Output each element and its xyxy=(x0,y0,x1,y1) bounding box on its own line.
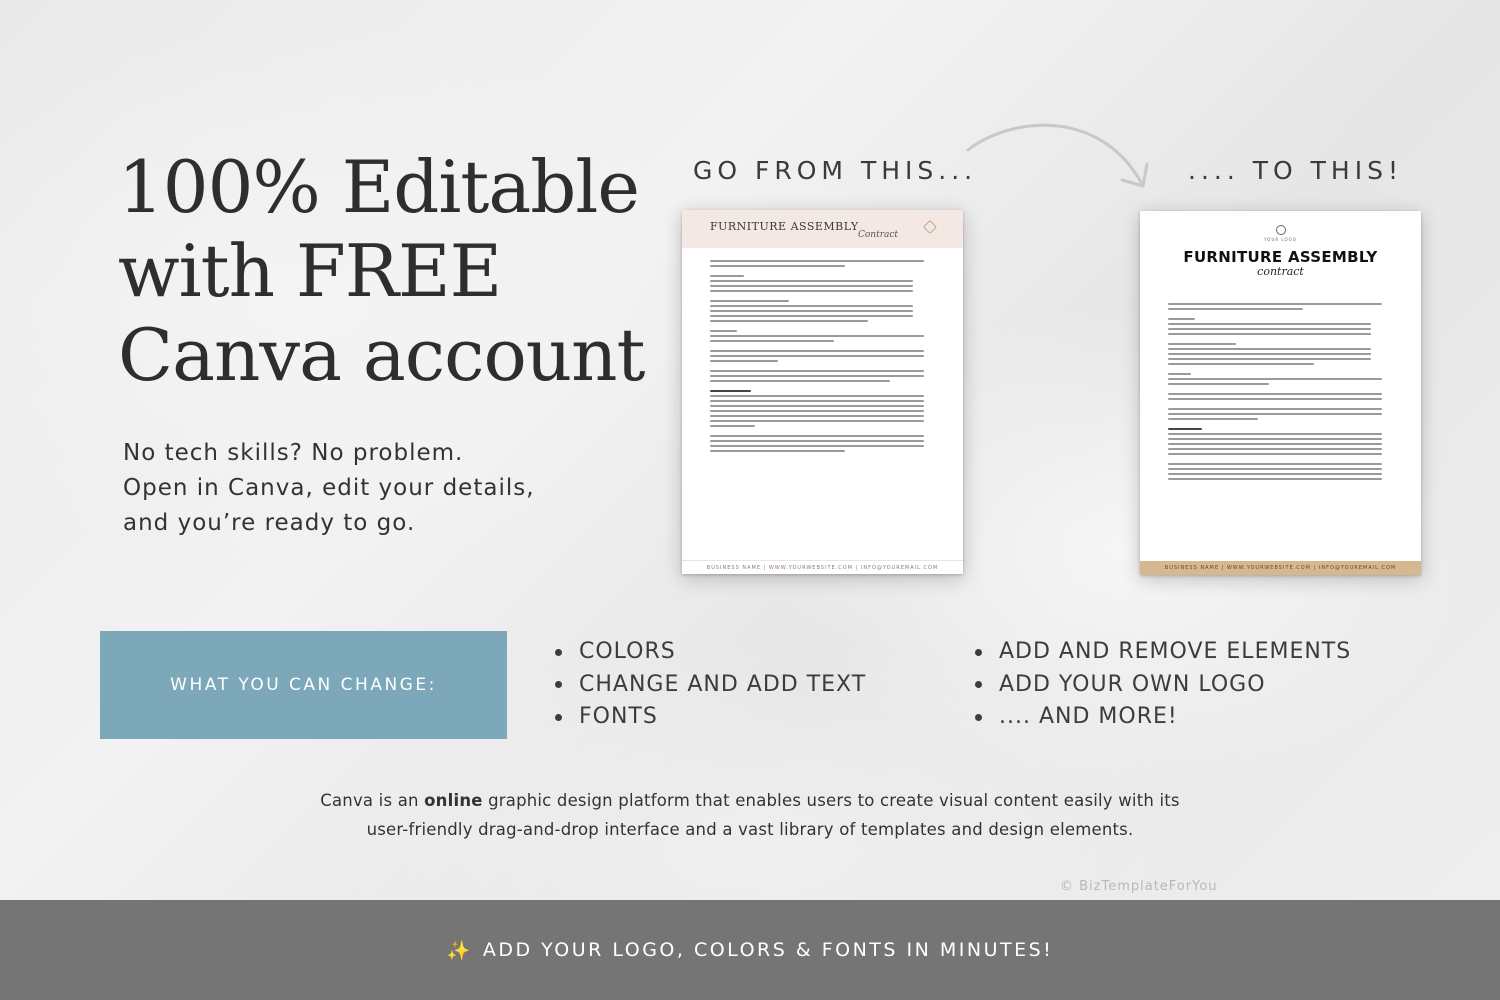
subtext-line-3: and you’re ready to go. xyxy=(123,510,416,536)
from-label: GO FROM THIS... xyxy=(693,156,978,185)
bullet-icon xyxy=(975,714,982,721)
banner-text: ADD YOUR LOGO, COLORS & FONTS IN MINUTES! xyxy=(482,939,1054,961)
features-list-left xyxy=(555,636,866,734)
description-line-2: user-friendly drag-and-drop interface and a vast library of templates and design elements. xyxy=(366,820,1134,839)
bullet-icon xyxy=(975,649,982,656)
copyright-credit: © BizTemplateForYou xyxy=(1060,879,1218,894)
headline-line-3: Canva account xyxy=(118,313,645,397)
headline xyxy=(118,145,678,397)
document-before-preview xyxy=(682,210,963,574)
canva-description xyxy=(250,786,1250,844)
subtext-line-1: No tech skills? No problem. xyxy=(123,440,464,466)
document-after-body xyxy=(1140,293,1421,480)
feature-label: COLORS xyxy=(579,639,676,664)
feature-item xyxy=(555,636,866,669)
document-before-body xyxy=(682,248,963,452)
document-before-header xyxy=(682,210,963,248)
document-after-footer: BUSINESS NAME | WWW.YOURWEBSITE.COM | INFO@YOUREMAIL.COM xyxy=(1140,561,1421,575)
feature-label: CHANGE AND ADD TEXT xyxy=(579,671,867,697)
feature-item xyxy=(555,701,866,734)
description-bold: online xyxy=(424,791,483,810)
to-label: .... TO THIS! xyxy=(1188,156,1403,185)
document-before-title: FURNITURE ASSEMBLY xyxy=(710,220,859,233)
document-after-title: FURNITURE ASSEMBLY xyxy=(1183,248,1378,266)
bullet-icon xyxy=(555,681,562,688)
subtext xyxy=(123,436,643,541)
document-after-brand: YOUR LOGO xyxy=(1264,237,1297,242)
feature-item xyxy=(975,636,1351,669)
bullet-icon xyxy=(555,649,562,656)
document-after-script: contract xyxy=(1257,265,1304,278)
feature-item xyxy=(555,669,866,702)
logo-icon xyxy=(1276,225,1286,235)
feature-item xyxy=(975,701,1351,734)
document-after-preview xyxy=(1140,211,1421,575)
features-list-right xyxy=(975,636,1351,734)
bottom-banner xyxy=(0,900,1500,1000)
feature-label: .... AND MORE! xyxy=(999,704,1178,729)
feature-label: ADD AND REMOVE ELEMENTS xyxy=(999,639,1352,664)
what-you-can-change-label: WHAT YOU CAN CHANGE: xyxy=(170,675,437,695)
curved-arrow-icon xyxy=(960,112,1160,197)
headline-line-2: with FREE xyxy=(118,229,502,313)
feature-label: FONTS xyxy=(579,704,658,729)
document-before-footer: BUSINESS NAME | WWW.YOURWEBSITE.COM | INFO@YOUREMAIL.COM xyxy=(682,560,963,574)
description-part-2: graphic design platform that enables users to create visual content easily with its xyxy=(482,791,1180,810)
subtext-line-2: Open in Canva, edit your details, xyxy=(123,475,535,501)
headline-line-1: 100% Editable xyxy=(118,145,639,229)
bullet-icon xyxy=(555,714,562,721)
bullet-icon xyxy=(975,681,982,688)
document-before-script: Contract xyxy=(858,230,899,240)
description-part-1: Canva is an xyxy=(320,791,425,810)
feature-item xyxy=(975,669,1351,702)
document-after-header xyxy=(1140,211,1421,293)
what-you-can-change-box xyxy=(100,631,507,739)
sparkles-icon: ✨ xyxy=(446,939,473,962)
feature-label: ADD YOUR OWN LOGO xyxy=(999,671,1266,697)
